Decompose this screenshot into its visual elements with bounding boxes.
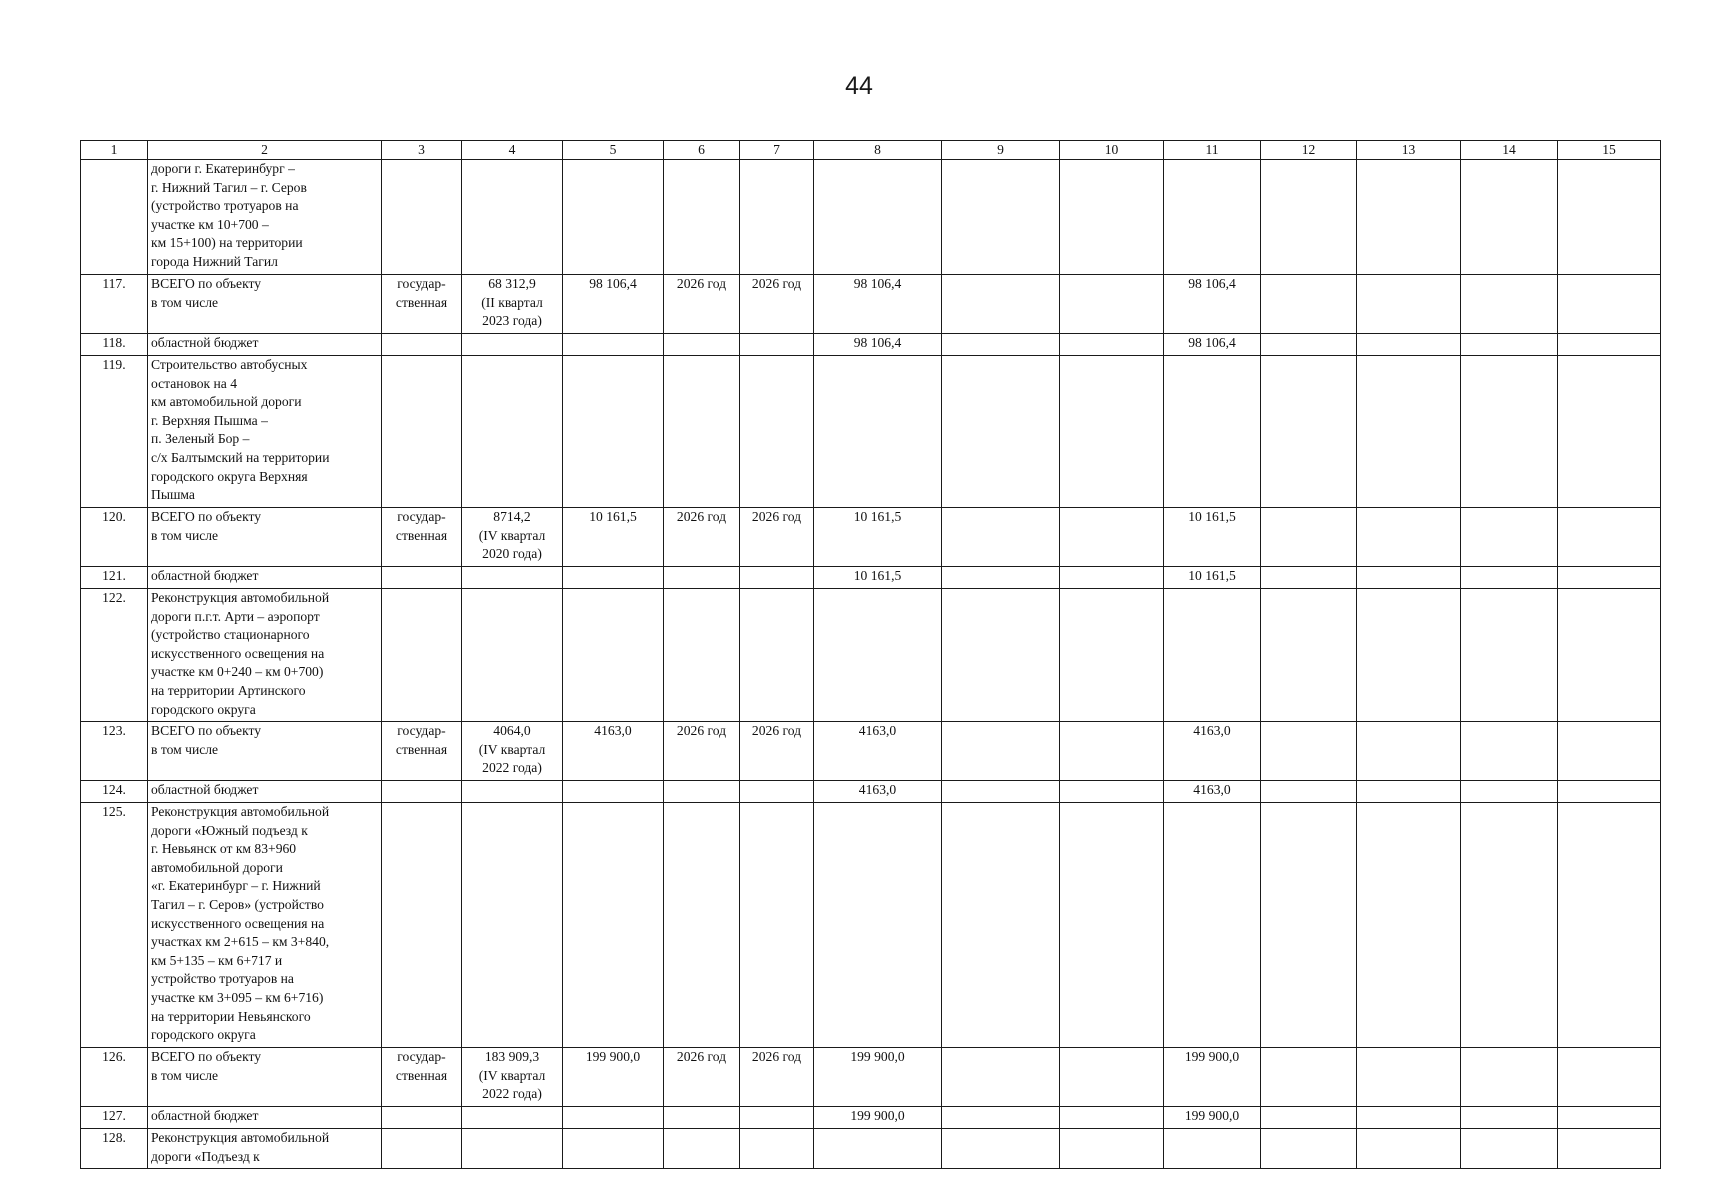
row-number-cell: 118.	[81, 334, 148, 356]
row-number-cell: 117.	[81, 275, 148, 334]
table-row	[81, 589, 1661, 722]
end-year-cell: 2026 год	[740, 1048, 814, 1107]
ownership-cell	[382, 589, 462, 722]
end-year-cell: 2026 год	[740, 275, 814, 334]
funding-col8-cell: 98 106,4	[814, 275, 942, 334]
funding-col13-cell	[1357, 160, 1461, 275]
column-number-row	[81, 141, 1661, 160]
ownership-cell	[382, 1107, 462, 1129]
object-name-cell-line: в том числе	[151, 527, 219, 543]
funding-col13-cell	[1357, 589, 1461, 722]
funding-col12-cell	[1261, 722, 1357, 781]
funding-col12-cell	[1261, 1048, 1357, 1107]
object-name-cell-line: ВСЕГО по объекту	[151, 276, 262, 291]
table-row	[81, 722, 1661, 781]
column-header-12: 12	[1261, 141, 1357, 160]
ownership-cell	[382, 722, 462, 781]
estimate-cost-cell-line: 2023 года)	[482, 313, 542, 329]
funding-col15-cell	[1558, 1129, 1661, 1169]
object-name-cell-line: областной бюджет	[151, 1108, 259, 1123]
object-name-cell-line: участках км 2+615 – км 3+840,	[151, 934, 330, 950]
row-number-cell: 120.	[81, 508, 148, 567]
column-header-8: 8	[814, 141, 942, 160]
ownership-cell	[382, 275, 462, 334]
column-header-10: 10	[1060, 141, 1164, 160]
funding-col8-cell	[814, 803, 942, 1048]
funding-col9-cell	[942, 1107, 1060, 1129]
object-name-cell-line: городского округа	[151, 701, 256, 717]
funding-col12-cell	[1261, 803, 1357, 1048]
object-name-cell-line: устройство тротуаров на	[151, 971, 294, 987]
estimate-cost-cell	[462, 722, 563, 781]
object-name-cell	[148, 1107, 382, 1129]
funding-col9-cell	[942, 589, 1060, 722]
object-name-cell	[148, 508, 382, 567]
start-year-cell	[664, 567, 740, 589]
end-year-cell	[740, 781, 814, 803]
funding-col8-cell: 10 161,5	[814, 508, 942, 567]
end-year-cell	[740, 160, 814, 275]
funding-col8-cell: 199 900,0	[814, 1048, 942, 1107]
ownership-cell	[382, 356, 462, 508]
estimate-cost-cell-line: 2022 года)	[482, 760, 542, 776]
estimate-cost-cell	[462, 803, 563, 1048]
funding-col13-cell	[1357, 567, 1461, 589]
funding-col12-cell	[1261, 567, 1357, 589]
table-row	[81, 1129, 1661, 1169]
start-year-cell	[664, 1107, 740, 1129]
object-name-cell	[148, 781, 382, 803]
funding-col15-cell	[1558, 356, 1661, 508]
funding-col15-cell	[1558, 567, 1661, 589]
funding-col13-cell	[1357, 781, 1461, 803]
estimate-cost-cell-line: 8714,2	[493, 509, 531, 524]
row-number-cell: 124.	[81, 781, 148, 803]
estimate-cost-cell	[462, 589, 563, 722]
row-number-cell: 127.	[81, 1107, 148, 1129]
estimate-cost-cell-line: 183 909,3	[484, 1049, 540, 1064]
funding-col14-cell	[1461, 508, 1558, 567]
funding-col12-cell	[1261, 334, 1357, 356]
funding-col9-cell	[942, 722, 1060, 781]
estimate-cost-cell-line: 2020 года)	[482, 546, 542, 562]
funding-col13-cell	[1357, 1107, 1461, 1129]
row-number-cell	[81, 160, 148, 275]
object-name-cell-line: на территории Невьянского	[151, 1008, 311, 1024]
total-cost-cell	[563, 567, 664, 589]
funding-col13-cell	[1357, 803, 1461, 1048]
object-name-cell	[148, 1048, 382, 1107]
end-year-cell: 2026 год	[740, 508, 814, 567]
object-name-cell-line: км 5+135 – км 6+717 и	[151, 952, 283, 968]
object-name-cell-line: с/х Балтымский на территории	[151, 449, 330, 465]
funding-col14-cell	[1461, 567, 1558, 589]
ownership-cell-line: государ-	[397, 276, 446, 291]
total-cost-cell: 4163,0	[563, 722, 664, 781]
object-name-cell-line: км автомобильной дороги	[151, 394, 302, 410]
funding-col14-cell	[1461, 781, 1558, 803]
funding-col11-cell: 10 161,5	[1164, 508, 1261, 567]
start-year-cell	[664, 589, 740, 722]
funding-col8-cell: 4163,0	[814, 781, 942, 803]
funding-col14-cell	[1461, 1107, 1558, 1129]
total-cost-cell	[563, 589, 664, 722]
ownership-cell	[382, 508, 462, 567]
ownership-cell	[382, 334, 462, 356]
object-name-cell-line: г. Нижний Тагил – г. Серов	[151, 179, 307, 195]
table-row	[81, 803, 1661, 1048]
ownership-cell	[382, 567, 462, 589]
estimate-cost-cell-line: (IV квартал	[478, 741, 546, 757]
object-name-cell-line: г. Верхняя Пышма –	[151, 412, 268, 428]
table-row	[81, 275, 1661, 334]
ownership-cell-line: государ-	[397, 1049, 446, 1064]
funding-col9-cell	[942, 275, 1060, 334]
funding-col15-cell	[1558, 589, 1661, 722]
funding-col10-cell	[1060, 1048, 1164, 1107]
estimate-cost-cell	[462, 1048, 563, 1107]
funding-col9-cell	[942, 160, 1060, 275]
estimate-cost-cell	[462, 508, 563, 567]
object-name-cell-line: в том числе	[151, 1067, 219, 1083]
funding-col10-cell	[1060, 356, 1164, 508]
total-cost-cell	[563, 356, 664, 508]
ownership-cell-line: ственная	[395, 1067, 448, 1083]
object-name-cell-line: автомобильной дороги	[151, 859, 283, 875]
object-name-cell-line: областной бюджет	[151, 568, 259, 583]
funding-col14-cell	[1461, 803, 1558, 1048]
table-row	[81, 1107, 1661, 1129]
object-name-cell	[148, 356, 382, 508]
estimate-cost-cell	[462, 1107, 563, 1129]
column-header-2: 2	[148, 141, 382, 160]
object-name-cell-line: Реконструкция автомобильной	[151, 1130, 330, 1145]
ownership-cell	[382, 1048, 462, 1107]
start-year-cell	[664, 781, 740, 803]
estimate-cost-cell	[462, 275, 563, 334]
object-name-cell-line: г. Невьянск от км 83+960	[151, 841, 297, 857]
object-name-cell	[148, 722, 382, 781]
object-name-cell-line: на территории Артинского	[151, 682, 306, 698]
funding-col14-cell	[1461, 722, 1558, 781]
object-name-cell-line: Реконструкция автомобильной	[151, 804, 330, 819]
object-name-cell-line: п. Зеленый Бор –	[151, 431, 250, 447]
funding-col15-cell	[1558, 722, 1661, 781]
funding-col14-cell	[1461, 334, 1558, 356]
object-name-cell-line: (устройство стационарного	[151, 627, 310, 643]
funding-col11-cell: 199 900,0	[1164, 1107, 1261, 1129]
object-name-cell	[148, 275, 382, 334]
object-name-cell-line: искусственного освещения на	[151, 645, 325, 661]
object-name-cell-line: дороги п.г.т. Арти – аэропорт	[151, 608, 320, 624]
total-cost-cell	[563, 1107, 664, 1129]
row-number-cell: 122.	[81, 589, 148, 722]
object-name-cell-line: (устройство тротуаров на	[151, 198, 299, 214]
start-year-cell	[664, 334, 740, 356]
estimate-cost-cell-line: (IV квартал	[478, 1067, 546, 1083]
total-cost-cell: 98 106,4	[563, 275, 664, 334]
funding-col15-cell	[1558, 334, 1661, 356]
funding-col10-cell	[1060, 508, 1164, 567]
row-number-cell: 123.	[81, 722, 148, 781]
column-header-6: 6	[664, 141, 740, 160]
ownership-cell-line: государ-	[397, 509, 446, 524]
end-year-cell	[740, 1129, 814, 1169]
table-row	[81, 160, 1661, 275]
column-header-7: 7	[740, 141, 814, 160]
funding-col12-cell	[1261, 589, 1357, 722]
column-header-13: 13	[1357, 141, 1461, 160]
funding-col8-cell	[814, 160, 942, 275]
estimate-cost-cell	[462, 781, 563, 803]
funding-col10-cell	[1060, 334, 1164, 356]
object-name-cell-line: городского округа Верхняя	[151, 468, 308, 484]
ownership-cell-line: ственная	[395, 741, 448, 757]
total-cost-cell: 10 161,5	[563, 508, 664, 567]
funding-col10-cell	[1060, 1129, 1164, 1169]
estimate-cost-cell-line: 2022 года)	[482, 1086, 542, 1102]
funding-col10-cell	[1060, 160, 1164, 275]
start-year-cell	[664, 356, 740, 508]
end-year-cell	[740, 1107, 814, 1129]
funding-col11-cell: 4163,0	[1164, 781, 1261, 803]
object-name-cell-line: областной бюджет	[151, 335, 259, 350]
row-number-cell: 126.	[81, 1048, 148, 1107]
funding-col11-cell	[1164, 1129, 1261, 1169]
funding-col13-cell	[1357, 1048, 1461, 1107]
funding-col9-cell	[942, 567, 1060, 589]
ownership-cell-line: государ-	[397, 723, 446, 738]
funding-col12-cell	[1261, 275, 1357, 334]
object-name-cell-line: км 15+100) на территории	[151, 235, 303, 251]
estimate-cost-cell-line: 4064,0	[493, 723, 531, 738]
funding-col8-cell: 4163,0	[814, 722, 942, 781]
estimate-cost-cell	[462, 334, 563, 356]
total-cost-cell: 199 900,0	[563, 1048, 664, 1107]
column-header-9: 9	[942, 141, 1060, 160]
object-name-cell-line: участке км 3+095 – км 6+716)	[151, 989, 324, 1005]
funding-col8-cell	[814, 589, 942, 722]
funding-col12-cell	[1261, 160, 1357, 275]
funding-col13-cell	[1357, 334, 1461, 356]
column-header-5: 5	[563, 141, 664, 160]
object-name-cell-line: ВСЕГО по объекту	[151, 1049, 262, 1064]
funding-col9-cell	[942, 1048, 1060, 1107]
funding-col9-cell	[942, 1129, 1060, 1169]
funding-col14-cell	[1461, 1048, 1558, 1107]
object-name-cell-line: Пышма	[151, 487, 195, 503]
funding-col15-cell	[1558, 1107, 1661, 1129]
funding-col12-cell	[1261, 1129, 1357, 1169]
funding-col11-cell: 98 106,4	[1164, 334, 1261, 356]
end-year-cell	[740, 334, 814, 356]
funding-col14-cell	[1461, 275, 1558, 334]
end-year-cell: 2026 год	[740, 722, 814, 781]
object-name-cell-line: остановок на 4	[151, 375, 238, 391]
object-name-cell-line: дороги г. Екатеринбург –	[151, 161, 295, 176]
object-name-cell-line: участке км 0+240 – км 0+700)	[151, 664, 324, 680]
object-name-cell-line: участке км 10+700 –	[151, 216, 269, 232]
object-name-cell-line: Реконструкция автомобильной	[151, 590, 330, 605]
funding-col13-cell	[1357, 722, 1461, 781]
budget-table	[80, 140, 1661, 1169]
object-name-cell-line: дороги «Подъезд к	[151, 1148, 260, 1164]
funding-col9-cell	[942, 781, 1060, 803]
estimate-cost-cell	[462, 356, 563, 508]
object-name-cell-line: в том числе	[151, 294, 219, 310]
ownership-cell	[382, 781, 462, 803]
funding-col9-cell	[942, 803, 1060, 1048]
estimate-cost-cell	[462, 160, 563, 275]
funding-col11-cell	[1164, 589, 1261, 722]
estimate-cost-cell	[462, 567, 563, 589]
funding-col15-cell	[1558, 1048, 1661, 1107]
object-name-cell-line: дороги «Южный подъезд к	[151, 822, 308, 838]
funding-col10-cell	[1060, 722, 1164, 781]
table-row	[81, 567, 1661, 589]
funding-col11-cell	[1164, 160, 1261, 275]
funding-col10-cell	[1060, 275, 1164, 334]
row-number-cell: 128.	[81, 1129, 148, 1169]
funding-col14-cell	[1461, 1129, 1558, 1169]
funding-col13-cell	[1357, 1129, 1461, 1169]
column-header-1: 1	[81, 141, 148, 160]
funding-col12-cell	[1261, 356, 1357, 508]
funding-col10-cell	[1060, 567, 1164, 589]
funding-col14-cell	[1461, 160, 1558, 275]
table-row	[81, 356, 1661, 508]
funding-col11-cell	[1164, 356, 1261, 508]
funding-col13-cell	[1357, 275, 1461, 334]
funding-col14-cell	[1461, 356, 1558, 508]
funding-col10-cell	[1060, 781, 1164, 803]
column-header-4: 4	[462, 141, 563, 160]
object-name-cell-line: Тагил – г. Серов» (устройство	[151, 896, 324, 912]
start-year-cell: 2026 год	[664, 1048, 740, 1107]
object-name-cell-line: областной бюджет	[151, 782, 259, 797]
funding-col12-cell	[1261, 781, 1357, 803]
object-name-cell	[148, 160, 382, 275]
table-row	[81, 781, 1661, 803]
total-cost-cell	[563, 160, 664, 275]
funding-col11-cell	[1164, 803, 1261, 1048]
funding-col8-cell: 10 161,5	[814, 567, 942, 589]
ownership-cell-line: ственная	[395, 527, 448, 543]
estimate-cost-cell-line: (IV квартал	[478, 527, 546, 543]
end-year-cell	[740, 567, 814, 589]
object-name-cell	[148, 1129, 382, 1169]
object-name-cell	[148, 334, 382, 356]
estimate-cost-cell-line: 68 312,9	[488, 276, 536, 291]
row-number-cell: 119.	[81, 356, 148, 508]
column-header-14: 14	[1461, 141, 1558, 160]
funding-col8-cell: 98 106,4	[814, 334, 942, 356]
total-cost-cell	[563, 1129, 664, 1169]
funding-col11-cell: 98 106,4	[1164, 275, 1261, 334]
funding-col9-cell	[942, 356, 1060, 508]
object-name-cell	[148, 567, 382, 589]
start-year-cell	[664, 1129, 740, 1169]
funding-col12-cell	[1261, 1107, 1357, 1129]
object-name-cell-line: ВСЕГО по объекту	[151, 723, 262, 738]
estimate-cost-cell-line: (II квартал	[481, 294, 543, 310]
funding-col10-cell	[1060, 589, 1164, 722]
object-name-cell	[148, 589, 382, 722]
ownership-cell	[382, 1129, 462, 1169]
start-year-cell	[664, 160, 740, 275]
funding-col15-cell	[1558, 275, 1661, 334]
funding-col9-cell	[942, 508, 1060, 567]
table-row	[81, 1048, 1661, 1107]
object-name-cell-line: города Нижний Тагил	[151, 253, 278, 269]
object-name-cell-line: «г. Екатеринбург – г. Нижний	[151, 878, 321, 894]
funding-col8-cell	[814, 1129, 942, 1169]
row-number-cell: 125.	[81, 803, 148, 1048]
column-header-11: 11	[1164, 141, 1261, 160]
ownership-cell	[382, 803, 462, 1048]
funding-col11-cell: 4163,0	[1164, 722, 1261, 781]
funding-col8-cell	[814, 356, 942, 508]
funding-col15-cell	[1558, 781, 1661, 803]
ownership-cell-line: ственная	[395, 294, 448, 310]
end-year-cell	[740, 803, 814, 1048]
start-year-cell: 2026 год	[664, 722, 740, 781]
funding-col10-cell	[1060, 803, 1164, 1048]
funding-col14-cell	[1461, 589, 1558, 722]
start-year-cell: 2026 год	[664, 508, 740, 567]
table-row	[81, 334, 1661, 356]
end-year-cell	[740, 356, 814, 508]
end-year-cell	[740, 589, 814, 722]
ownership-cell	[382, 160, 462, 275]
funding-col12-cell	[1261, 508, 1357, 567]
start-year-cell: 2026 год	[664, 275, 740, 334]
funding-col10-cell	[1060, 1107, 1164, 1129]
total-cost-cell	[563, 334, 664, 356]
table-row	[81, 508, 1661, 567]
funding-col15-cell	[1558, 803, 1661, 1048]
start-year-cell	[664, 803, 740, 1048]
funding-col13-cell	[1357, 508, 1461, 567]
row-number-cell: 121.	[81, 567, 148, 589]
funding-col8-cell: 199 900,0	[814, 1107, 942, 1129]
object-name-cell-line: городского округа	[151, 1027, 256, 1043]
object-name-cell-line: искусственного освещения на	[151, 915, 325, 931]
funding-col15-cell	[1558, 508, 1661, 567]
funding-col13-cell	[1357, 356, 1461, 508]
funding-col9-cell	[942, 334, 1060, 356]
total-cost-cell	[563, 781, 664, 803]
column-header-15: 15	[1558, 141, 1661, 160]
column-header-3: 3	[382, 141, 462, 160]
funding-col15-cell	[1558, 160, 1661, 275]
object-name-cell	[148, 803, 382, 1048]
object-name-cell-line: в том числе	[151, 741, 219, 757]
page-number: 44	[845, 72, 873, 100]
estimate-cost-cell	[462, 1129, 563, 1169]
object-name-cell-line: ВСЕГО по объекту	[151, 509, 262, 524]
funding-col11-cell: 10 161,5	[1164, 567, 1261, 589]
object-name-cell-line: Строительство автобусных	[151, 357, 308, 372]
funding-col11-cell: 199 900,0	[1164, 1048, 1261, 1107]
total-cost-cell	[563, 803, 664, 1048]
